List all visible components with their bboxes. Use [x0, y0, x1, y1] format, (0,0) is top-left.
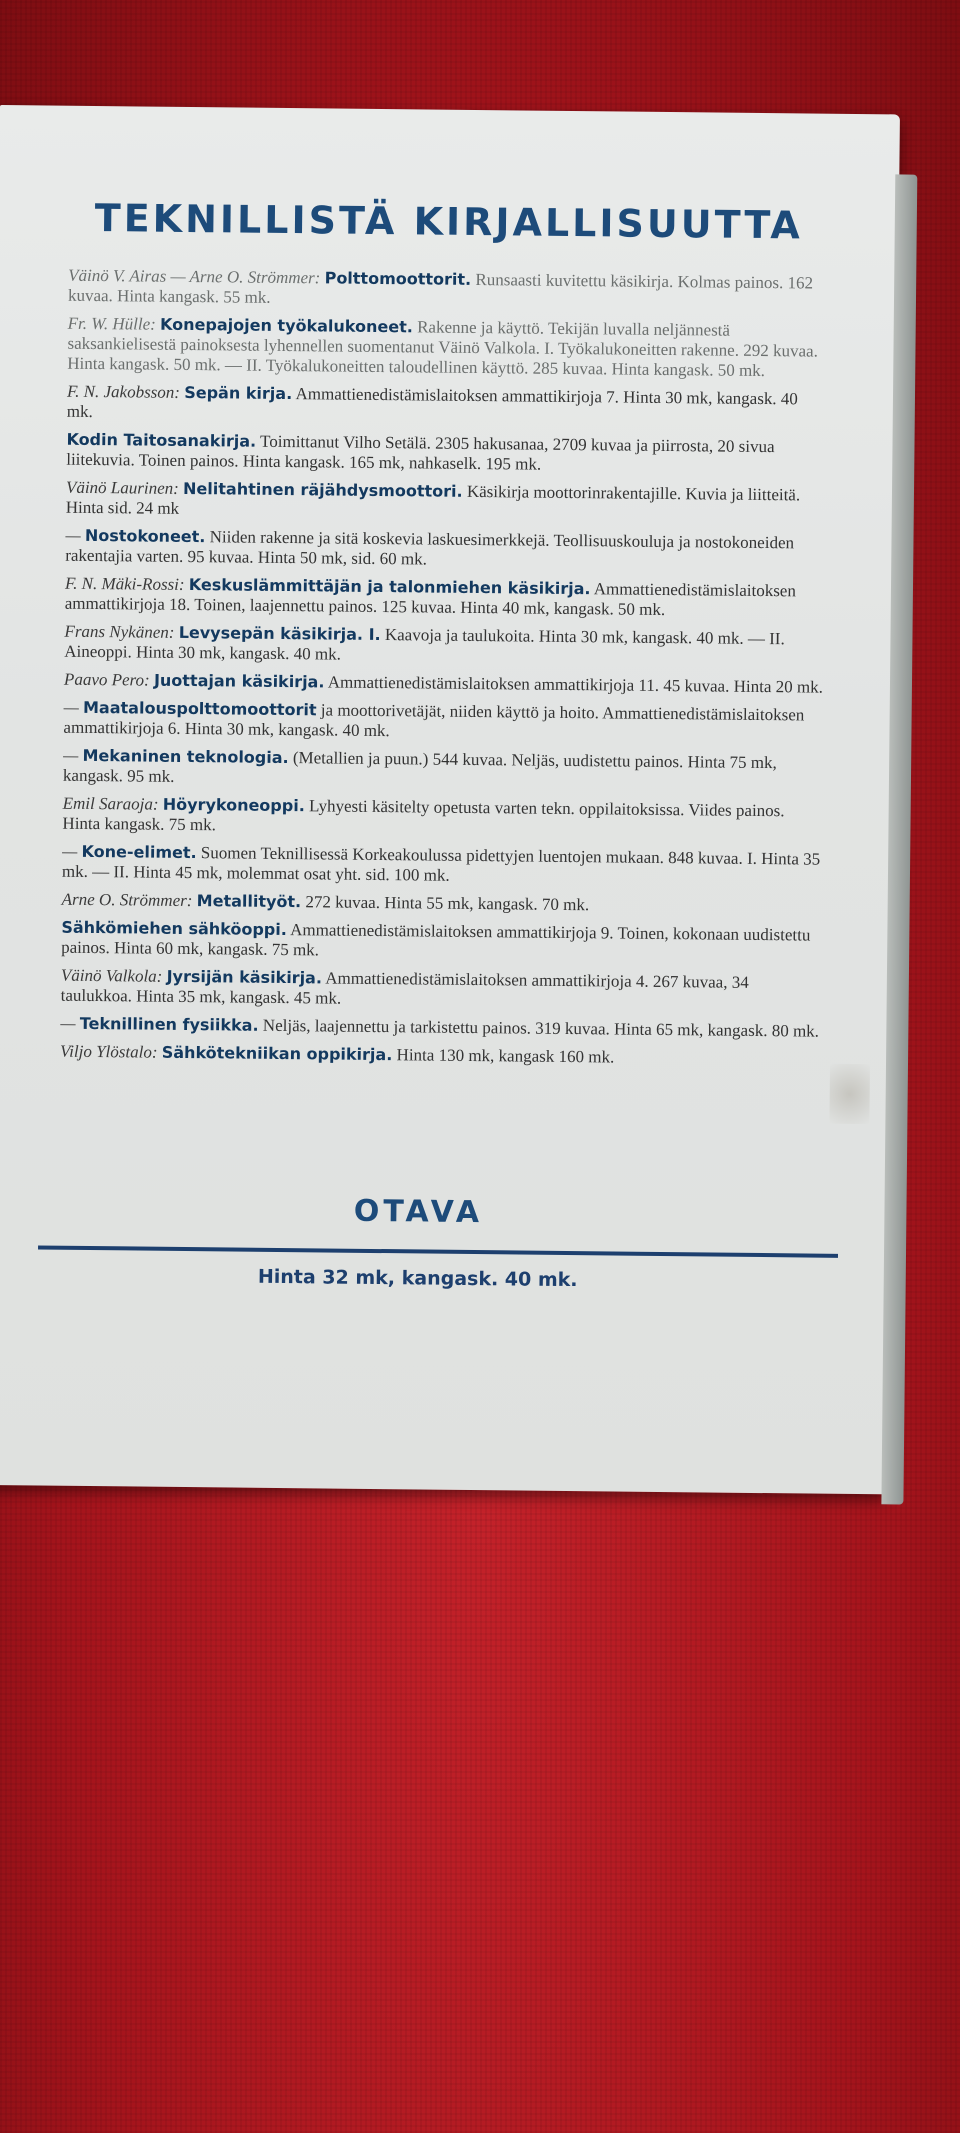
entry-description: Suomen Teknillisessä Korkeakoulussa pidettyjen luentojen mukaan. 848 kuvaa. I. Hinta 35 mk. — II. Hinta 45 mk, molemmat osat yht. sid. 100 mk.: [61, 843, 821, 885]
entry-description: Käsikirja moottorinrakentajille. Kuvia ja liitteitä. Hinta sid. 24 mk: [65, 481, 801, 518]
list-item: [67, 382, 827, 430]
list-item: [61, 966, 821, 1014]
publisher-name: OTAVA: [353, 1193, 484, 1231]
list-item: [60, 1042, 820, 1070]
price-text: Hinta 32 mk, kangask. 40 mk.: [257, 1265, 578, 1292]
entry-book-title: Konepajojen työkalukoneet.: [160, 314, 413, 337]
list-item: [65, 574, 825, 622]
list-item: [64, 670, 824, 698]
list-item: [62, 794, 822, 842]
entry-author: Väinö Laurinen:: [65, 477, 179, 498]
entry-description: Kaavoja ja taulukoita. Hinta 30 mk, kangask. 40 mk. — II. Aineoppi. Hinta 30 mk, kangask. 40 mk.: [64, 625, 785, 664]
entry-book-title: Höyrykoneoppi.: [162, 794, 305, 816]
list-item: [60, 1014, 820, 1042]
entry-book-title: Sähkömiehen sähköoppi.: [61, 917, 287, 940]
entry-author: F. N. Mäki-Rossi:: [64, 573, 185, 594]
entry-book-title: Kone-elimet.: [81, 841, 197, 863]
entry-book-title: Metallityöt.: [196, 891, 302, 912]
list-item: [66, 478, 826, 526]
entry-description: ja moottorivetäjät, niiden käyttö ja hoito. Ammattienedistämislaitoksen ammattikirjoja 6. Hinta 30 mk, kangask. 40 mk.: [63, 700, 805, 741]
entry-description: Toimittanut Vilho Setälä. 2305 hakusanaa, 2709 kuvaa ja piirrosta, 20 sivua liitekuvia. Toinen painos. Hinta kangask. 165 mk, nahkaselk. 195 mk.: [66, 431, 775, 474]
list-item: [67, 314, 828, 382]
entry-author: F. N. Jakobsson:: [66, 381, 181, 402]
entry-author: Frans Nykänen:: [64, 621, 175, 642]
entry-description: (Metallien ja puun.) 544 kuvaa. Neljäs, uudistettu painos. Hinta 75 mk, kangask. 95 mk.: [62, 748, 777, 786]
entry-book-title: Sepän kirja.: [184, 382, 293, 404]
entry-author: —: [62, 841, 78, 861]
entry-book-title: Sähkötekniikan oppikirja.: [161, 1042, 393, 1065]
entry-author: Paavo Pero:: [63, 669, 150, 690]
entry-description: Ammattienedistämislaitoksen ammattikirjoja 18. Toinen, laajennettu painos. 125 kuvaa. Hinta 40 mk, kangask. 50 mk.: [64, 579, 797, 619]
entry-author: —: [63, 745, 79, 765]
entry-description: Runsaasti kuvitettu käsikirja. Kolmas painos. 162 kuvaa. Hinta kangask. 55 mk.: [67, 269, 814, 307]
entry-description: Rakenne ja käyttö. Tekijän luvalla neljännestä saksankielisestä painoksesta lyhennellen suomentanut Väinö Valkola. I. Työkalukoneitten rakenne. 292 kuvaa. Hinta kangask. 50 mk. — II. Työkalukoneitten taloudellinen käyttö. 285 kuvaa. Hinta kangask. 50 mk.: [67, 317, 818, 381]
divider: [38, 1245, 838, 1257]
list-item: [65, 526, 825, 574]
entry-book-title: Teknillinen fysiikka.: [79, 1013, 259, 1035]
list-item: [63, 698, 823, 746]
entry-book-title: Nostokoneet.: [84, 525, 206, 547]
book-list: [60, 266, 828, 1078]
list-item: [66, 430, 826, 478]
entry-book-title: Jyrsijän käsikirja.: [166, 966, 323, 988]
entry-author: Emil Saraoja:: [62, 793, 159, 814]
entry-description: Lyhyesti käsitelty opetusta varten tekn. oppilaitoksissa. Viides painos. Hinta kangask. 75 mk.: [62, 796, 785, 835]
entry-description: Ammattienedistämislaitoksen ammattikirjoja 9. Toinen, kokonaan uudistettu painos. Hinta 60 mk, kangask. 75 mk.: [61, 920, 811, 960]
entry-book-title: Polttomoottorit.: [324, 268, 472, 289]
book-back-cover: [0, 105, 900, 1494]
entry-description: Neljäs, laajennettu ja tarkistettu painos. 319 kuvaa. Hinta 65 mk, kangask. 80 mk.: [262, 1015, 820, 1041]
entry-book-title: Kodin Taitosanakirja.: [66, 429, 257, 451]
entry-book-title: Levysepän käsikirja. I.: [178, 622, 381, 645]
stain-mark: [829, 1064, 870, 1124]
list-item: [68, 266, 828, 314]
list-item: [63, 746, 823, 794]
entry-author: —: [65, 525, 81, 545]
entry-description: Ammattienedistämislaitoksen ammattikirjoja 4. 267 kuvaa, 34 taulukkoa. Hinta 35 mk, kangask. 45 mk.: [60, 968, 749, 1008]
list-item: [61, 918, 821, 966]
list-item: [62, 890, 822, 918]
list-item: [64, 622, 824, 670]
entry-author: Viljo Ylöstalo:: [59, 1041, 158, 1062]
entry-description: Ammattienedistämislaitoksen ammattikirjoja 7. Hinta 30 mk, kangask. 40 mk.: [66, 384, 798, 421]
list-item: [62, 842, 822, 890]
entry-book-title: Juottajan käsikirja.: [153, 670, 325, 692]
entry-author: —: [60, 1013, 76, 1033]
entry-author: —: [63, 697, 79, 717]
entry-description: Ammattienedistämislaitoksen ammattikirjoja 11. 45 kuvaa. Hinta 20 mk.: [327, 672, 823, 697]
entry-author: Arne O. Strömmer:: [61, 889, 193, 911]
entry-book-title: Maatalouspolttomoottorit: [82, 697, 317, 720]
entry-author: Fr. W. Hülle:: [67, 313, 156, 334]
entry-description: Niiden rakenne ja sitä koskevia laskuesimerkkejä. Teollisuuskouluja ja nostokoneiden rakentajia varten. 95 kuvaa. Hinta 50 mk, sid. 60 mk.: [65, 527, 795, 569]
book-spine-edge: [881, 174, 917, 1504]
entry-book-title: Nelitahtinen räjähdysmoottori.: [183, 478, 463, 501]
entry-description: Hinta 130 mk, kangask 160 mk.: [396, 1045, 615, 1067]
page-title: TEKNILLISTÄ KIRJALLISUUTTA: [94, 196, 804, 248]
entry-author: Väinö Valkola:: [60, 965, 163, 986]
entry-book-title: Mekaninen teknologia.: [82, 745, 289, 768]
entry-book-title: Keskuslämmittäjän ja talonmiehen käsikirja.: [188, 575, 591, 599]
entry-author: Väinö V. Airas — Arne O. Strömmer:: [68, 265, 321, 288]
entry-description: 272 kuvaa. Hinta 55 mk, kangask. 70 mk.: [305, 892, 590, 915]
